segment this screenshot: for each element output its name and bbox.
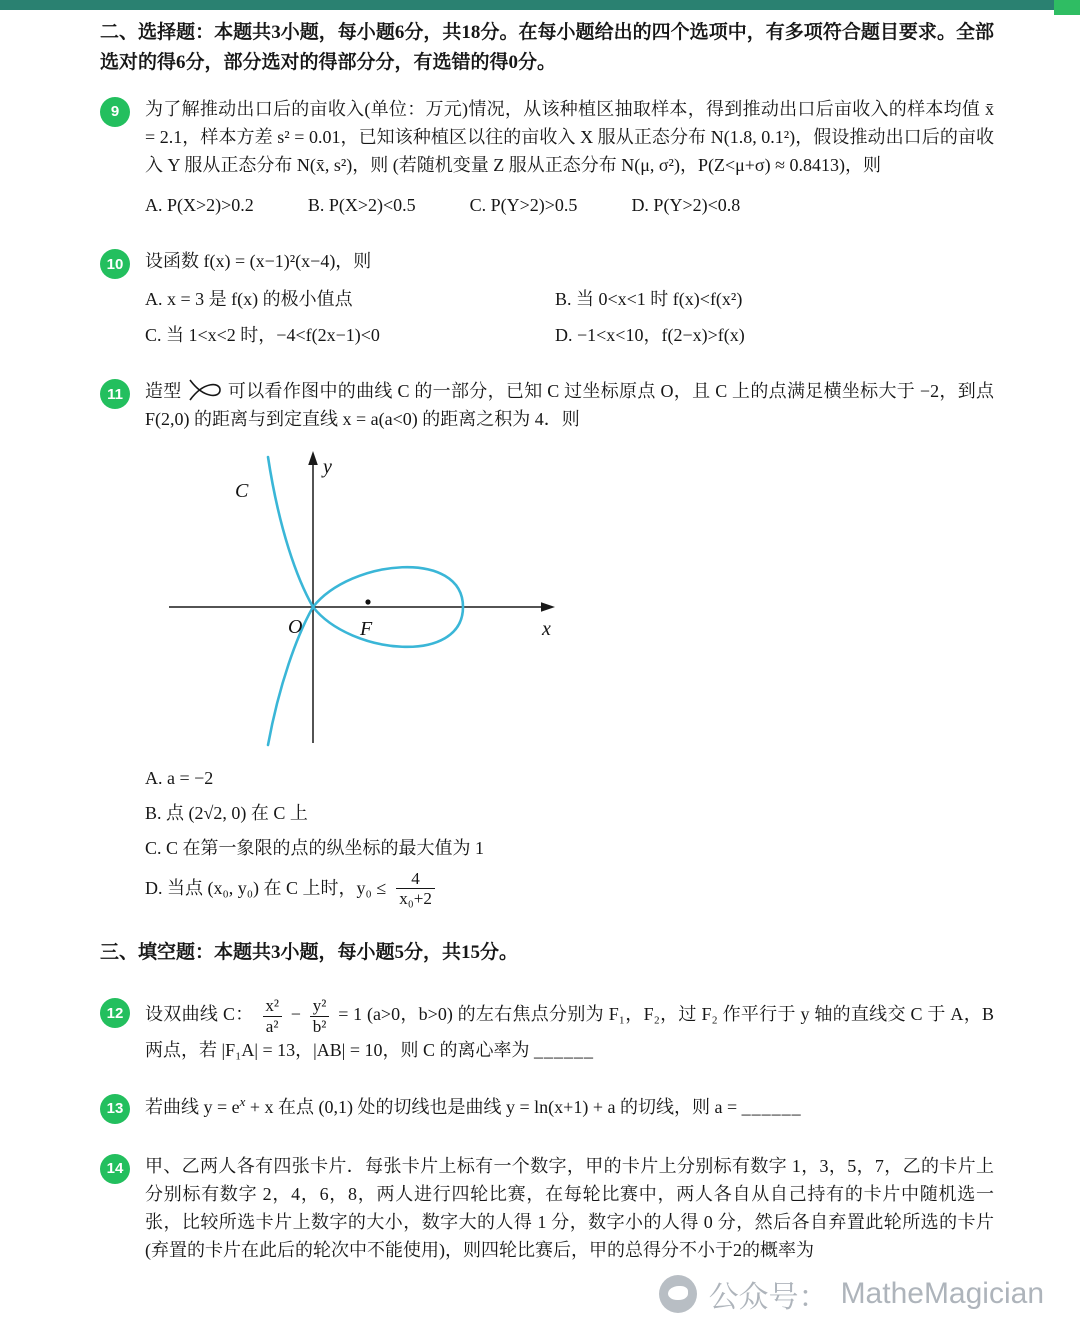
watermark-name: MatheMagician: [840, 1277, 1044, 1310]
question-13-text: [145, 1092, 994, 1121]
question-9-option-d: D. P(Y>2)<0.8: [631, 195, 741, 216]
curve-upper-branch: [268, 457, 313, 607]
section-heading-choice: 二、选择题：本题共3小题，每小题6分，共18分。在每小题给出的四个选项中，有多项符合题目要求。全部选对的得6分，部分选对的得部分分，有选错的得0分。: [100, 22, 994, 74]
fraction-numerator: y²: [312, 996, 327, 1016]
fraction: [262, 996, 282, 1035]
question-11-figure: [145, 447, 994, 755]
fraction-numerator: 4: [411, 868, 420, 888]
question-11-text: [145, 377, 994, 433]
question-11-body: [145, 377, 994, 908]
question-11-option-d: [145, 869, 439, 908]
question-12-badge: 12: [100, 998, 130, 1028]
superscript-x: x: [239, 1093, 246, 1109]
question-11-option-c: C. C 在第一象限的点的纵坐标的最大值为 1: [145, 837, 485, 858]
question-10-text: 设函数 f(x) = (x−1)²(x−4)，则: [145, 251, 372, 272]
top-bar: [0, 0, 1080, 10]
question-11-text-before: 造型: [145, 381, 182, 402]
figure-label-x-axis: x: [542, 618, 551, 641]
question-10-body: [145, 247, 994, 349]
question-10-option-d: D. −1<x<10，f(2−x)>f(x): [555, 325, 745, 346]
y-axis-arrow-icon: [308, 451, 318, 465]
curve-diagram: [145, 447, 575, 747]
question-9-body: [145, 95, 994, 219]
question-9-option-c: C. P(Y>2)>0.5: [469, 195, 578, 216]
question-11-options: [145, 764, 994, 909]
question-13-part1: 若曲线 y = e: [145, 1096, 240, 1117]
watermark-logo-icon: [659, 1275, 697, 1313]
question-12-prefix: 设双曲线 C：: [145, 1004, 254, 1025]
figure-label-focus: F: [360, 618, 373, 641]
fraction: [310, 996, 330, 1035]
question-9-option-b: B. P(X>2)<0.5: [307, 195, 416, 216]
section-heading-fill: 三、填空题：本题共3小题，每小题5分，共15分。: [100, 942, 519, 964]
fraction-denominator: b²: [310, 1016, 330, 1036]
question-10-option-b: B. 当 0<x<1 时 f(x)<f(x²): [555, 289, 743, 310]
question-11-text-after: 可以看作图中的曲线 C 的一部分，已知 C 过坐标原点 O，且 C 上的点满足横坐标大于 −2，到点 F(2,0) 的距离与到定直线 x = a(a<0) 的距离之积为 4．则: [145, 381, 994, 430]
question-13-body: [145, 1092, 994, 1124]
question-14-body: [145, 1152, 994, 1264]
figure-label-curve: C: [235, 480, 249, 503]
question-10-option-c: C. 当 1<x<2 时，−4<f(2x−1)<0: [145, 325, 380, 346]
exam-content: [0, 10, 1080, 1264]
question-9-options: [145, 191, 994, 219]
question-11-option-a: A. a = −2: [145, 767, 214, 788]
question-10-option-a: A. x = 3 是 f(x) 的极小值点: [145, 289, 353, 310]
answer-blank: ______: [534, 1039, 595, 1060]
answer-blank: ______: [741, 1096, 802, 1117]
question-11-option-d-text: D. 当点 (x₀, y₀) 在 C 上时，y₀ ≤: [145, 878, 387, 899]
fraction-denominator: a²: [263, 1016, 282, 1036]
top-bar-accent: [1054, 0, 1080, 15]
figure-label-y-axis: y: [323, 456, 332, 479]
x-axis-arrow-icon: [541, 603, 555, 613]
question-9: [100, 95, 994, 219]
fraction-numerator: x²: [265, 996, 279, 1016]
question-11-badge: 11: [100, 379, 130, 409]
fraction-denominator: x₀+2: [396, 888, 435, 908]
watermark-label: 公众号：: [708, 1281, 829, 1314]
loop-shape-icon: [188, 379, 222, 401]
question-14-text: 甲、乙两人各有四张卡片．每张卡片上标有一个数字，甲的卡片上分别标有数字 1，3，5，7，乙的卡片上分别标有数字 2，4，6，8，两人进行四轮比赛，在每轮比赛中，两人各自从自己持有的卡片中随机选一张，比较所选卡片上数字的大小，数字大的人得 1 分，数字小的人得 0 分，然后各自弃置此轮所选的卡片(弃置的卡片在此后的轮次中不能使用)，则四轮比赛后，甲的总得分不小于2的概率为: [145, 1155, 994, 1261]
question-13-badge: 13: [100, 1094, 130, 1124]
question-12-suffix: = 1 (a>0，b>0) 的左右焦点分别为 F₁，F₂，过 F₂ 作平行于 y 轴的直线交 C 于 A，B 两点，若 |F₁A| = 13，|AB| = 10，则 C 的离心率为: [145, 1004, 995, 1060]
question-12-text: [145, 996, 994, 1063]
question-10: [100, 247, 994, 349]
minus-operator: −: [290, 1004, 301, 1025]
question-11-option-b: B. 点 (2√2, 0) 在 C 上: [145, 802, 308, 823]
question-12-body: [145, 996, 994, 1063]
question-13-part2: + x 在点 (0,1) 处的切线也是曲线 y = ln(x+1) + a 的切线，则 a =: [245, 1096, 738, 1117]
focus-point: [365, 600, 370, 605]
question-9-badge: 9: [100, 97, 130, 127]
question-12: [100, 996, 994, 1063]
fraction: [396, 869, 435, 908]
question-9-option-a: A. P(X>2)>0.2: [145, 195, 254, 216]
question-9-text: 为了解推动出口后的亩收入(单位：万元)情况，从该种植区抽取样本，得到推动出口后亩收入的样本均值 x̄ = 2.1，样本方差 s² = 0.01，已知该种植区以往的亩收入 X 服从正态分布 N(1.8, 0.1²)，假设推动出口后的亩收入 Y 服从正态分布 N(x̄, s²)，则 (若随机变量 Z 服从正态分布 N(μ, σ²)，P(Z<μ+σ) ≈ 0.8413)，则: [145, 98, 994, 175]
figure-label-origin: O: [288, 616, 303, 639]
question-14-badge: 14: [100, 1154, 130, 1184]
question-13: [100, 1092, 994, 1124]
question-10-badge: 10: [100, 249, 130, 279]
question-11: [100, 377, 994, 908]
watermark: [659, 1272, 1044, 1316]
question-10-options: [145, 285, 994, 349]
question-14: [100, 1152, 994, 1264]
